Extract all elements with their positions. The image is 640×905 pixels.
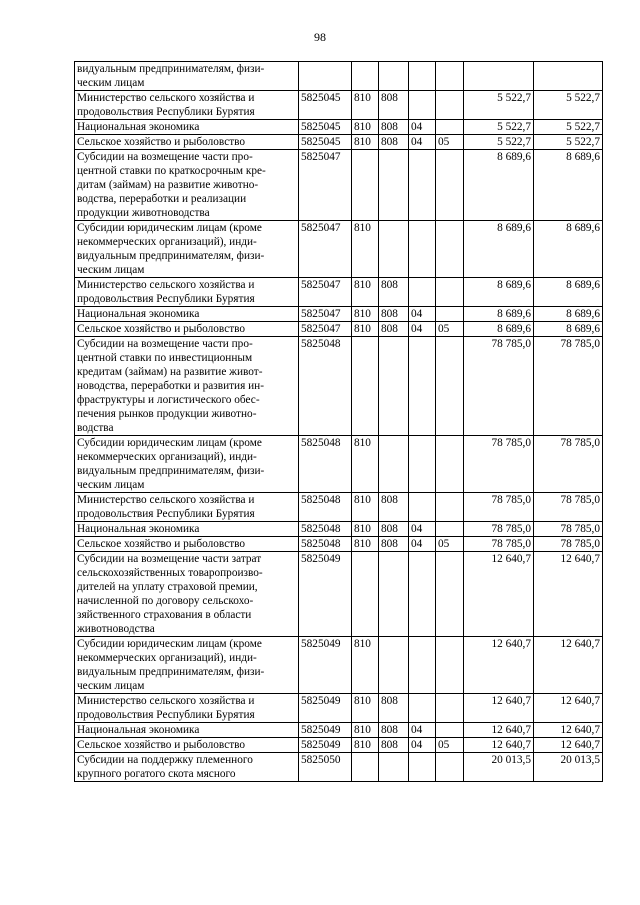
ministry-code: 808 xyxy=(379,307,409,322)
amount-planned: 78 785,0 xyxy=(464,493,534,522)
section-code xyxy=(409,637,436,694)
amount-total: 12 640,7 xyxy=(534,738,603,753)
amount-total: 12 640,7 xyxy=(534,552,603,637)
expense-type-code: 810 xyxy=(352,307,379,322)
table-row xyxy=(75,436,603,493)
subsection-code xyxy=(436,120,464,135)
subsection-code xyxy=(436,723,464,738)
amount-total: 5 522,7 xyxy=(534,120,603,135)
table-row xyxy=(75,637,603,694)
expense-type-code: 810 xyxy=(352,522,379,537)
amount-total: 20 013,5 xyxy=(534,753,603,782)
expense-type-code: 810 xyxy=(352,91,379,120)
budget-item-name: Субсидии юридическим лицам (кроме некоммерческих организаций), инди- видуальным предпринимателям, физи- ческим лицам xyxy=(75,436,299,493)
amount-planned: 8 689,6 xyxy=(464,278,534,307)
amount-planned: 78 785,0 xyxy=(464,522,534,537)
section-code xyxy=(409,493,436,522)
budget-item-name: Национальная экономика xyxy=(75,723,299,738)
page-number: 98 xyxy=(314,30,326,44)
section-code xyxy=(409,337,436,436)
target-article-code: 5825045 xyxy=(299,120,352,135)
subsection-code xyxy=(436,522,464,537)
target-article-code: 5825049 xyxy=(299,637,352,694)
budget-item-name: Национальная экономика xyxy=(75,120,299,135)
budget-item-name: Субсидии на возмещение части затрат сельскохозяйственных товаропроизво- дителей на уплату страховой премии, начисленной по договору сельскохо- зяйственного страхования в области животноводства xyxy=(75,552,299,637)
target-article-code: 5825049 xyxy=(299,738,352,753)
amount-total: 78 785,0 xyxy=(534,522,603,537)
ministry-code: 808 xyxy=(379,493,409,522)
target-article-code: 5825047 xyxy=(299,278,352,307)
ministry-code: 808 xyxy=(379,322,409,337)
ministry-code xyxy=(379,62,409,91)
subsection-code xyxy=(436,307,464,322)
target-article-code: 5825047 xyxy=(299,150,352,221)
expense-type-code: 810 xyxy=(352,537,379,552)
subsection-code xyxy=(436,278,464,307)
subsection-code xyxy=(436,221,464,278)
amount-total: 78 785,0 xyxy=(534,337,603,436)
amount-planned: 8 689,6 xyxy=(464,322,534,337)
expense-type-code xyxy=(352,150,379,221)
subsection-code xyxy=(436,436,464,493)
target-article-code: 5825047 xyxy=(299,322,352,337)
subsection-code xyxy=(436,150,464,221)
budget-item-name: Сельское хозяйство и рыболовство xyxy=(75,322,299,337)
section-code: 04 xyxy=(409,738,436,753)
budget-item-name: Субсидии на поддержку племенного крупного рогатого скота мясного xyxy=(75,753,299,782)
amount-planned: 12 640,7 xyxy=(464,637,534,694)
subsection-code xyxy=(436,753,464,782)
subsection-code: 05 xyxy=(436,322,464,337)
expense-type-code xyxy=(352,337,379,436)
section-code xyxy=(409,278,436,307)
amount-total: 12 640,7 xyxy=(534,637,603,694)
table-row xyxy=(75,694,603,723)
table-row xyxy=(75,135,603,150)
budget-item-name: Национальная экономика xyxy=(75,307,299,322)
expense-type-code xyxy=(352,62,379,91)
section-code: 04 xyxy=(409,120,436,135)
table-row xyxy=(75,278,603,307)
ministry-code: 808 xyxy=(379,522,409,537)
target-article-code: 5825045 xyxy=(299,91,352,120)
section-code xyxy=(409,62,436,91)
amount-planned: 5 522,7 xyxy=(464,135,534,150)
expense-type-code: 810 xyxy=(352,135,379,150)
expense-type-code: 810 xyxy=(352,436,379,493)
target-article-code: 5825049 xyxy=(299,723,352,738)
table-row xyxy=(75,150,603,221)
table-row xyxy=(75,120,603,135)
amount-planned: 12 640,7 xyxy=(464,552,534,637)
amount-total: 78 785,0 xyxy=(534,436,603,493)
subsection-code: 05 xyxy=(436,738,464,753)
budget-item-name: Субсидии юридическим лицам (кроме некоммерческих организаций), инди- видуальным предпринимателям, физи- ческим лицам xyxy=(75,637,299,694)
section-code: 04 xyxy=(409,307,436,322)
budget-item-name: Министерство сельского хозяйства и продовольствия Республики Бурятия xyxy=(75,493,299,522)
target-article-code: 5825049 xyxy=(299,552,352,637)
section-code: 04 xyxy=(409,537,436,552)
ministry-code: 808 xyxy=(379,120,409,135)
ministry-code xyxy=(379,221,409,278)
ministry-code xyxy=(379,337,409,436)
ministry-code: 808 xyxy=(379,278,409,307)
ministry-code: 808 xyxy=(379,738,409,753)
budget-item-name: Национальная экономика xyxy=(75,522,299,537)
budget-item-name: Министерство сельского хозяйства и продовольствия Республики Бурятия xyxy=(75,278,299,307)
subsection-code xyxy=(436,62,464,91)
expense-type-code: 810 xyxy=(352,120,379,135)
expense-type-code: 810 xyxy=(352,493,379,522)
amount-total: 8 689,6 xyxy=(534,278,603,307)
target-article-code: 5825048 xyxy=(299,337,352,436)
target-article-code: 5825048 xyxy=(299,436,352,493)
ministry-code: 808 xyxy=(379,135,409,150)
amount-planned: 12 640,7 xyxy=(464,738,534,753)
subsection-code xyxy=(436,694,464,723)
target-article-code: 5825050 xyxy=(299,753,352,782)
target-article-code: 5825049 xyxy=(299,694,352,723)
budget-item-name: Субсидии на возмещение части про- центной ставки по инвестиционным кредитам (займам) на развитие живот- новодства, переработки и развития ин- фраструктуры и логистического обес- печения рынков продукции животно- водства xyxy=(75,337,299,436)
section-code xyxy=(409,694,436,723)
amount-planned: 12 640,7 xyxy=(464,723,534,738)
expense-type-code: 810 xyxy=(352,738,379,753)
amount-total: 78 785,0 xyxy=(534,537,603,552)
table-row xyxy=(75,537,603,552)
section-code: 04 xyxy=(409,522,436,537)
ministry-code xyxy=(379,150,409,221)
amount-total: 5 522,7 xyxy=(534,135,603,150)
subsection-code xyxy=(436,637,464,694)
section-code xyxy=(409,753,436,782)
ministry-code xyxy=(379,637,409,694)
table-row xyxy=(75,221,603,278)
ministry-code xyxy=(379,753,409,782)
table-body xyxy=(75,62,603,782)
subsection-code xyxy=(436,91,464,120)
expense-type-code: 810 xyxy=(352,221,379,278)
budget-item-name: Министерство сельского хозяйства и продовольствия Республики Бурятия xyxy=(75,91,299,120)
table-row xyxy=(75,552,603,637)
budget-item-name: Сельское хозяйство и рыболовство xyxy=(75,537,299,552)
amount-total: 8 689,6 xyxy=(534,307,603,322)
subsection-code: 05 xyxy=(436,537,464,552)
table-row xyxy=(75,723,603,738)
budget-item-name: Сельское хозяйство и рыболовство xyxy=(75,738,299,753)
table-row xyxy=(75,493,603,522)
section-code xyxy=(409,150,436,221)
amount-total: 8 689,6 xyxy=(534,221,603,278)
budget-item-name: Министерство сельского хозяйства и продовольствия Республики Бурятия xyxy=(75,694,299,723)
amount-planned: 5 522,7 xyxy=(464,120,534,135)
table-row xyxy=(75,307,603,322)
expense-type-code: 810 xyxy=(352,322,379,337)
budget-item-name: Сельское хозяйство и рыболовство xyxy=(75,135,299,150)
amount-planned: 78 785,0 xyxy=(464,537,534,552)
amount-total: 12 640,7 xyxy=(534,723,603,738)
target-article-code: 5825048 xyxy=(299,493,352,522)
target-article-code: 5825047 xyxy=(299,221,352,278)
expense-type-code: 810 xyxy=(352,637,379,694)
budget-table xyxy=(74,61,603,782)
ministry-code: 808 xyxy=(379,91,409,120)
amount-planned: 5 522,7 xyxy=(464,91,534,120)
amount-planned: 8 689,6 xyxy=(464,307,534,322)
subsection-code xyxy=(436,552,464,637)
ministry-code: 808 xyxy=(379,537,409,552)
expense-type-code: 810 xyxy=(352,723,379,738)
section-code xyxy=(409,552,436,637)
expense-type-code: 810 xyxy=(352,694,379,723)
target-article-code: 5825048 xyxy=(299,537,352,552)
section-code xyxy=(409,91,436,120)
amount-total: 5 522,7 xyxy=(534,91,603,120)
section-code: 04 xyxy=(409,723,436,738)
table-row xyxy=(75,322,603,337)
amount-total: 12 640,7 xyxy=(534,694,603,723)
amount-planned: 78 785,0 xyxy=(464,337,534,436)
target-article-code: 5825045 xyxy=(299,135,352,150)
budget-item-name: видуальным предпринимателям, физи- ческим лицам xyxy=(75,62,299,91)
ministry-code: 808 xyxy=(379,694,409,723)
ministry-code xyxy=(379,436,409,493)
section-code xyxy=(409,221,436,278)
amount-planned: 8 689,6 xyxy=(464,150,534,221)
table-row xyxy=(75,753,603,782)
ministry-code: 808 xyxy=(379,723,409,738)
budget-item-name: Субсидии юридическим лицам (кроме некоммерческих организаций), инди- видуальным предпринимателям, физи- ческим лицам xyxy=(75,221,299,278)
amount-total: 8 689,6 xyxy=(534,150,603,221)
budget-item-name: Субсидии на возмещение части про- центной ставки по краткосрочным кре- дитам (займам) на развитие животно- водства, переработки и реализации продукции животноводства xyxy=(75,150,299,221)
expense-type-code xyxy=(352,552,379,637)
subsection-code xyxy=(436,337,464,436)
amount-planned: 12 640,7 xyxy=(464,694,534,723)
table-row xyxy=(75,91,603,120)
section-code: 04 xyxy=(409,322,436,337)
table-row xyxy=(75,522,603,537)
ministry-code xyxy=(379,552,409,637)
subsection-code: 05 xyxy=(436,135,464,150)
target-article-code: 5825048 xyxy=(299,522,352,537)
amount-planned: 20 013,5 xyxy=(464,753,534,782)
amount-total: 78 785,0 xyxy=(534,493,603,522)
table-row xyxy=(75,738,603,753)
amount-total xyxy=(534,62,603,91)
expense-type-code xyxy=(352,753,379,782)
amount-planned: 8 689,6 xyxy=(464,221,534,278)
amount-planned xyxy=(464,62,534,91)
expense-type-code: 810 xyxy=(352,278,379,307)
section-code xyxy=(409,436,436,493)
target-article-code: 5825047 xyxy=(299,307,352,322)
table-row xyxy=(75,337,603,436)
subsection-code xyxy=(436,493,464,522)
target-article-code xyxy=(299,62,352,91)
table-row xyxy=(75,62,603,91)
amount-planned: 78 785,0 xyxy=(464,436,534,493)
section-code: 04 xyxy=(409,135,436,150)
amount-total: 8 689,6 xyxy=(534,322,603,337)
